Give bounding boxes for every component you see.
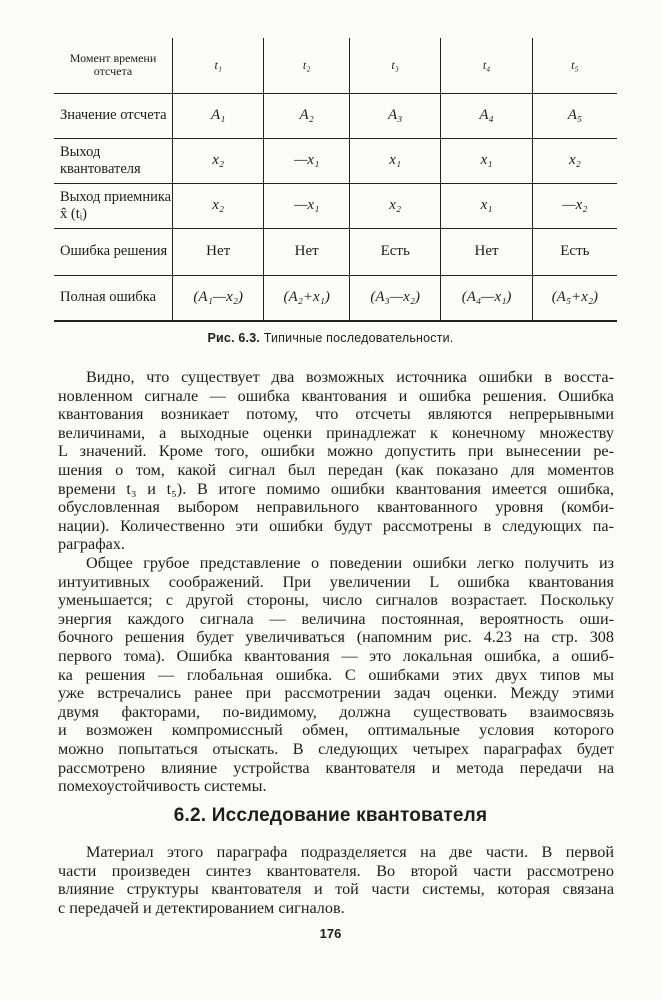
row-label: Ошибка решения <box>54 228 173 275</box>
table-row <box>54 275 617 321</box>
table-cell: Есть <box>349 228 440 275</box>
sequence-table <box>54 38 617 322</box>
text-line: Материал этого параграфа подразделяется на две части. В первой <box>86 843 614 861</box>
table-cell: A₁ <box>173 93 264 138</box>
table-cell: (A₅+x₂) <box>532 275 617 321</box>
table-cell: —x₁ <box>264 138 350 183</box>
table-cell: (A₂+x₁) <box>264 275 350 321</box>
table-cell: x₂ <box>532 138 617 183</box>
table-cell: Нет <box>264 228 350 275</box>
table-cell: x₂ <box>173 138 264 183</box>
table-cell: Нет <box>441 228 532 275</box>
text-line: бочного решения будет увеличиваться (напомним рис. 4.23 на стр. 308 <box>58 628 614 647</box>
table-cell: (A₃—x₂) <box>349 275 440 321</box>
text-line: L значений. Кроме того, ошибки можно допустить при вынесении ре- <box>58 442 614 461</box>
text-line: уменьшается; с другой стороны, число сигналов возрастает. Поскольку <box>58 591 614 610</box>
table-cell: (A₁—x₂) <box>173 275 264 321</box>
time-cell: t₅ <box>532 38 617 93</box>
text-line: рассмотрено влияние устройства квантователя и метода передачи на <box>58 758 614 777</box>
row-label: Выход приемника x̂ (tᵢ) <box>54 183 173 228</box>
figure-caption-text: Типичные последовательности. <box>263 331 454 345</box>
paragraph-3 <box>58 843 614 917</box>
text-line: обусловленная выбором неправильного квантованного уровня (комби- <box>58 498 614 517</box>
table-cell: x₂ <box>349 183 440 228</box>
time-cell: t₃ <box>349 38 440 93</box>
text-line: и возможен компромиссный обмен, оптимальные условия которого <box>58 721 614 740</box>
text-line: ка решения — глобальная ошибка. С ошибками этих двух типов мы <box>58 665 614 684</box>
table-cell: (A₄—x₁) <box>441 275 532 321</box>
row-label: Выход квантователя <box>54 138 173 183</box>
table-row <box>54 138 617 183</box>
text-line: помехоустойчивость системы. <box>58 777 267 796</box>
table-cell: x₂ <box>173 183 264 228</box>
table-header-row <box>54 38 617 93</box>
table-cell: x₁ <box>349 138 440 183</box>
row-label: Полная ошибка <box>54 275 173 321</box>
table-row <box>54 228 617 275</box>
paragraph-2 <box>58 554 614 796</box>
text-line: нации). Количественно эти ошибки будут рассмотрены в следующих па- <box>58 516 614 535</box>
text-line: времени t₃ и t₅). В итоге помимо ошибки квантования имеется ошибка, <box>58 479 614 498</box>
text-line: раграфах. <box>58 535 126 554</box>
table-row <box>54 183 617 228</box>
text-line: Общее грубое представление о поведении ошибки легко получить из <box>86 554 614 572</box>
table-cell: A₂ <box>264 93 350 138</box>
header-label: Момент времени отсчета <box>54 38 173 93</box>
table-cell: A₅ <box>532 93 617 138</box>
table-cell: x₁ <box>441 183 532 228</box>
text-line: энергия каждого сигнала — величина постоянная, вероятность оши- <box>58 609 614 628</box>
page-number: 176 <box>319 926 342 941</box>
section-heading: 6.2. Исследование квантователя <box>173 805 488 826</box>
table-cell: x₁ <box>441 138 532 183</box>
text-line: первого тома). Ошибка квантования — это локальная ошибка, а ошиб- <box>58 646 614 665</box>
time-cell: t₂ <box>264 38 350 93</box>
table-cell: Есть <box>532 228 617 275</box>
text-line: уже встречались ранее при рассмотрении задач оценки. Между этими <box>58 684 614 703</box>
table-cell: A₃ <box>349 93 440 138</box>
time-cell: t₁ <box>173 38 264 93</box>
paragraph-1 <box>58 368 614 554</box>
text-line: новленном сигнале — ошибка квантования и ошибка решения. Ошибка <box>58 386 614 405</box>
figure-caption <box>0 331 661 345</box>
table-cell: A₄ <box>441 93 532 138</box>
table-cell: —x₁ <box>264 183 350 228</box>
table-cell: Нет <box>173 228 264 275</box>
text-line: Видно, что существует два возможных источника ошибки в восста- <box>86 368 614 386</box>
figure-number: Рис. 6.3. <box>207 331 261 345</box>
text-line: влияние структуры квантователя и той части системы, которая связана <box>58 880 614 899</box>
text-line: с передачей и детектированием сигналов. <box>58 898 345 917</box>
text-line: интуитивных соображений. При увеличении L ошибка квантования <box>58 572 614 591</box>
text-line: двумя факторами, по-видимому, должна существовать взаимосвязь <box>58 702 614 721</box>
text-line: шения о том, какой сигнал был передан (как показано для моментов <box>58 460 614 479</box>
text-line: квантования возникает потому, что отсчеты являются непрерывными <box>58 405 614 424</box>
text-line: величинами, а выходные оценки принадлежат к конечному множеству <box>58 423 614 442</box>
row-label: Значение отсчета <box>54 93 173 138</box>
text-line: части произведен синтез квантователя. Во второй части рассмотрено <box>58 861 614 880</box>
table-cell: —x₂ <box>532 183 617 228</box>
text-line: можно попытаться отыскать. В следующих четырех параграфах будет <box>58 739 614 758</box>
time-cell: t₄ <box>441 38 532 93</box>
table-row <box>54 93 617 138</box>
